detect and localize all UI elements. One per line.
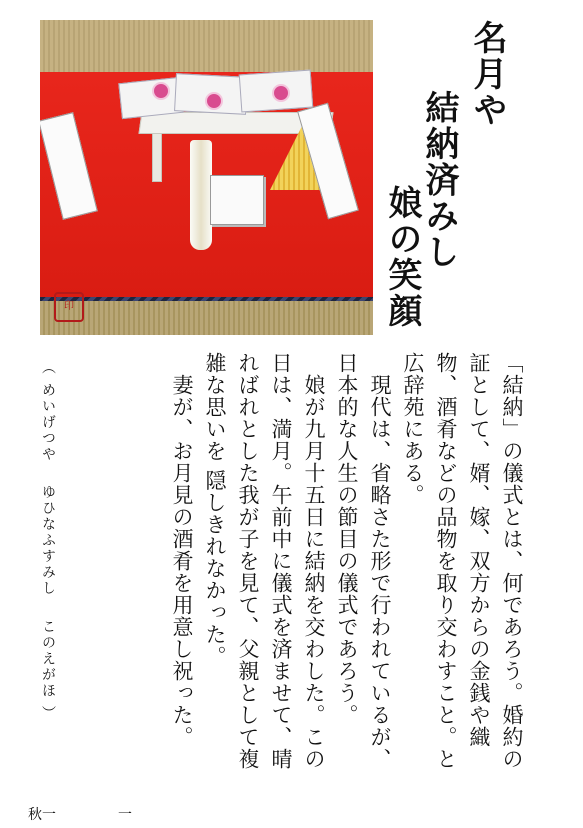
season-label: 秋一: [28, 807, 56, 823]
tatami-background: [40, 20, 373, 78]
reading-close-paren: ）: [40, 705, 56, 722]
seal-text: 印: [64, 301, 74, 312]
small-white-box: [210, 175, 264, 225]
tatami-floor: [40, 301, 373, 335]
essay-paragraph-1: 「結納」の儀式とは、何であろう。婚約の証として、婿、嫁、双方からの金銭や織物、酒肴などの品物を取り交わすこと。と広辞苑にある。: [401, 352, 524, 770]
haiku-line-3: 娘の笑顔: [382, 185, 422, 329]
photo-yuino-display: [40, 20, 373, 335]
mizuhiki-flower-1: [152, 82, 170, 100]
haiku-reading: [36, 360, 60, 780]
essay-paragraph-2: 現代は、省略さた形で行われているが、日本的な人生の節目の儀式であろう。: [335, 352, 392, 770]
white-hemp-tassel: [190, 140, 212, 250]
reading-open-paren: （: [40, 360, 56, 376]
reading-part-2: ゆひなふすみし: [40, 484, 56, 597]
mizuhiki-flower-2: [205, 92, 223, 110]
reading-part-1: めいげつや: [40, 382, 56, 463]
haiku-line-2: 結納済みし: [419, 90, 459, 270]
essay-paragraph-4: 妻が、お月見の酒肴を用意し祝った。: [170, 352, 194, 748]
red-seal-stamp: [54, 292, 84, 322]
stand-leg-left: [152, 128, 162, 182]
mizuhiki-flower-3: [272, 84, 290, 102]
haiku-line-1: 名月や: [467, 20, 507, 128]
season-dash: 一: [118, 807, 132, 823]
essay-text: [70, 352, 528, 772]
essay-paragraph-3: 娘が九月十五日に結納を交わした。この日は、満月。午前中に儀式を済ませて、晴ればれとした我が子を見て、父親として複雑な思いを 隠しきれなかった。: [203, 352, 326, 770]
reading-part-3: このえがほ: [40, 619, 56, 700]
